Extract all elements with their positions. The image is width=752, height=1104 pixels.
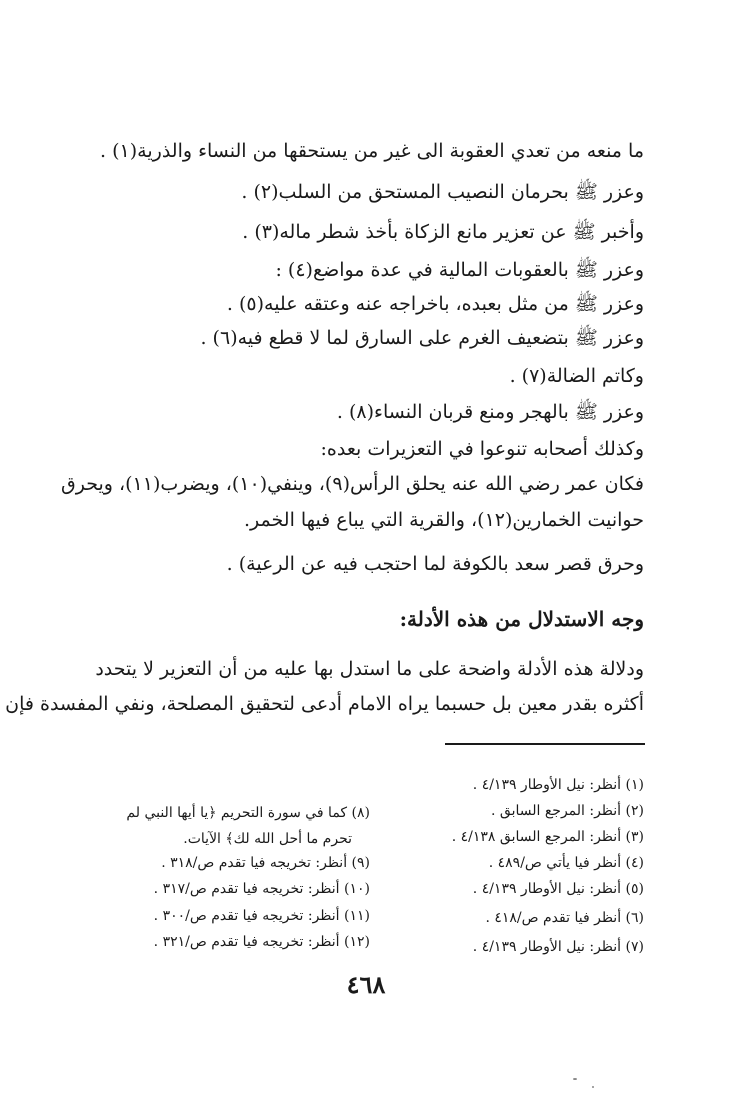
- body-line: حوانيت الخمارين(١٢)، والقرية التي يباع فيها الخمر.: [244, 509, 644, 531]
- footnote-divider: [445, 743, 645, 745]
- body-line: وعزر ﷺ بالعقوبات المالية في عدة مواضع(٤) :: [275, 259, 644, 281]
- footnote-right: (١) أنظر: نيل الأوطار ٤/١٣٩ .: [472, 777, 644, 793]
- footnote-left: تحرم ما أحل الله لك﴾ الآيات.: [183, 831, 352, 847]
- scan-speck: [573, 1078, 577, 1080]
- body-line: وعزر ﷺ من مثل بعبده، باخراجه عنه وعتقه عليه(٥) .: [226, 293, 644, 315]
- footnote-left: (٨) كما في سورة التحريم ﴿يا أيها النبي لم: [126, 805, 370, 821]
- footnote-left: (١١) أنظر: تخريجه فيا تقدم ص/٣٠٠ .: [153, 908, 370, 924]
- body-line: وعزر ﷺ بتضعيف الغرم على السارق لما لا قطع فيه(٦) .: [200, 327, 644, 349]
- footnote-right: (٦) أنظر فيا تقدم ص/٤١٨ .: [485, 910, 644, 926]
- footnote-right: (٥) أنظر: نيل الأوطار ٤/١٣٩ .: [472, 881, 644, 897]
- body-line: وأخبر ﷺ عن تعزير مانع الزكاة بأخذ شطر ماله(٣) .: [242, 221, 644, 243]
- footnote-left: (٩) أنظر: تخريجه فيا تقدم ص/٣١٨ .: [161, 855, 370, 871]
- footnote-left: (١٠) أنظر: تخريجه فيا تقدم ص/٣١٧ .: [153, 881, 370, 897]
- body-line: وكذلك أصحابه تنوعوا في التعزيرات بعده:: [320, 438, 644, 460]
- footnote-left: (١٢) أنظر: تخريجه فيا تقدم ص/٣٢١ .: [153, 934, 370, 950]
- body-line: وحرق قصر سعد بالكوفة لما احتجب فيه عن الرعية) .: [226, 553, 644, 575]
- paragraph-line: أكثره بقدر معين بل حسبما يراه الامام أدعى لتحقيق المصلحة، ونفي المفسدة فإن: [5, 693, 644, 715]
- paragraph-line: ودلالة هذه الأدلة واضحة على ما استدل بها عليه من أن التعزير لا يتحدد: [95, 658, 644, 680]
- body-line: فكان عمر رضي الله عنه يحلق الرأس(٩)، وينفي(١٠)، ويضرب(١١)، ويحرق: [60, 473, 644, 495]
- footnote-right: (٢) أنظر: المرجع السابق .: [491, 803, 644, 819]
- page-number: ٤٦٨: [346, 970, 386, 999]
- body-line: ما منعه من تعدي العقوبة الى غير من يستحقها من النساء والذرية(١) .: [100, 140, 644, 162]
- footnote-right: (٣) أنظر: المرجع السابق ٤/١٣٨ .: [451, 829, 644, 845]
- footnote-right: (٤) أنظر فيا يأتي ص/٤٨٩ .: [488, 855, 644, 871]
- section-heading: وجه الاستدلال من هذه الأدلة:: [399, 607, 644, 631]
- body-line: وعزر ﷺ بحرمان النصيب المستحق من السلب(٢) .: [241, 181, 644, 203]
- body-line: وكاتم الضالة(٧) .: [509, 365, 644, 387]
- body-line: وعزر ﷺ بالهجر ومنع قربان النساء(٨) .: [336, 401, 644, 423]
- footnote-right: (٧) أنظر: نيل الأوطار ٤/١٣٩ .: [472, 939, 644, 955]
- scan-speck: [592, 1086, 594, 1088]
